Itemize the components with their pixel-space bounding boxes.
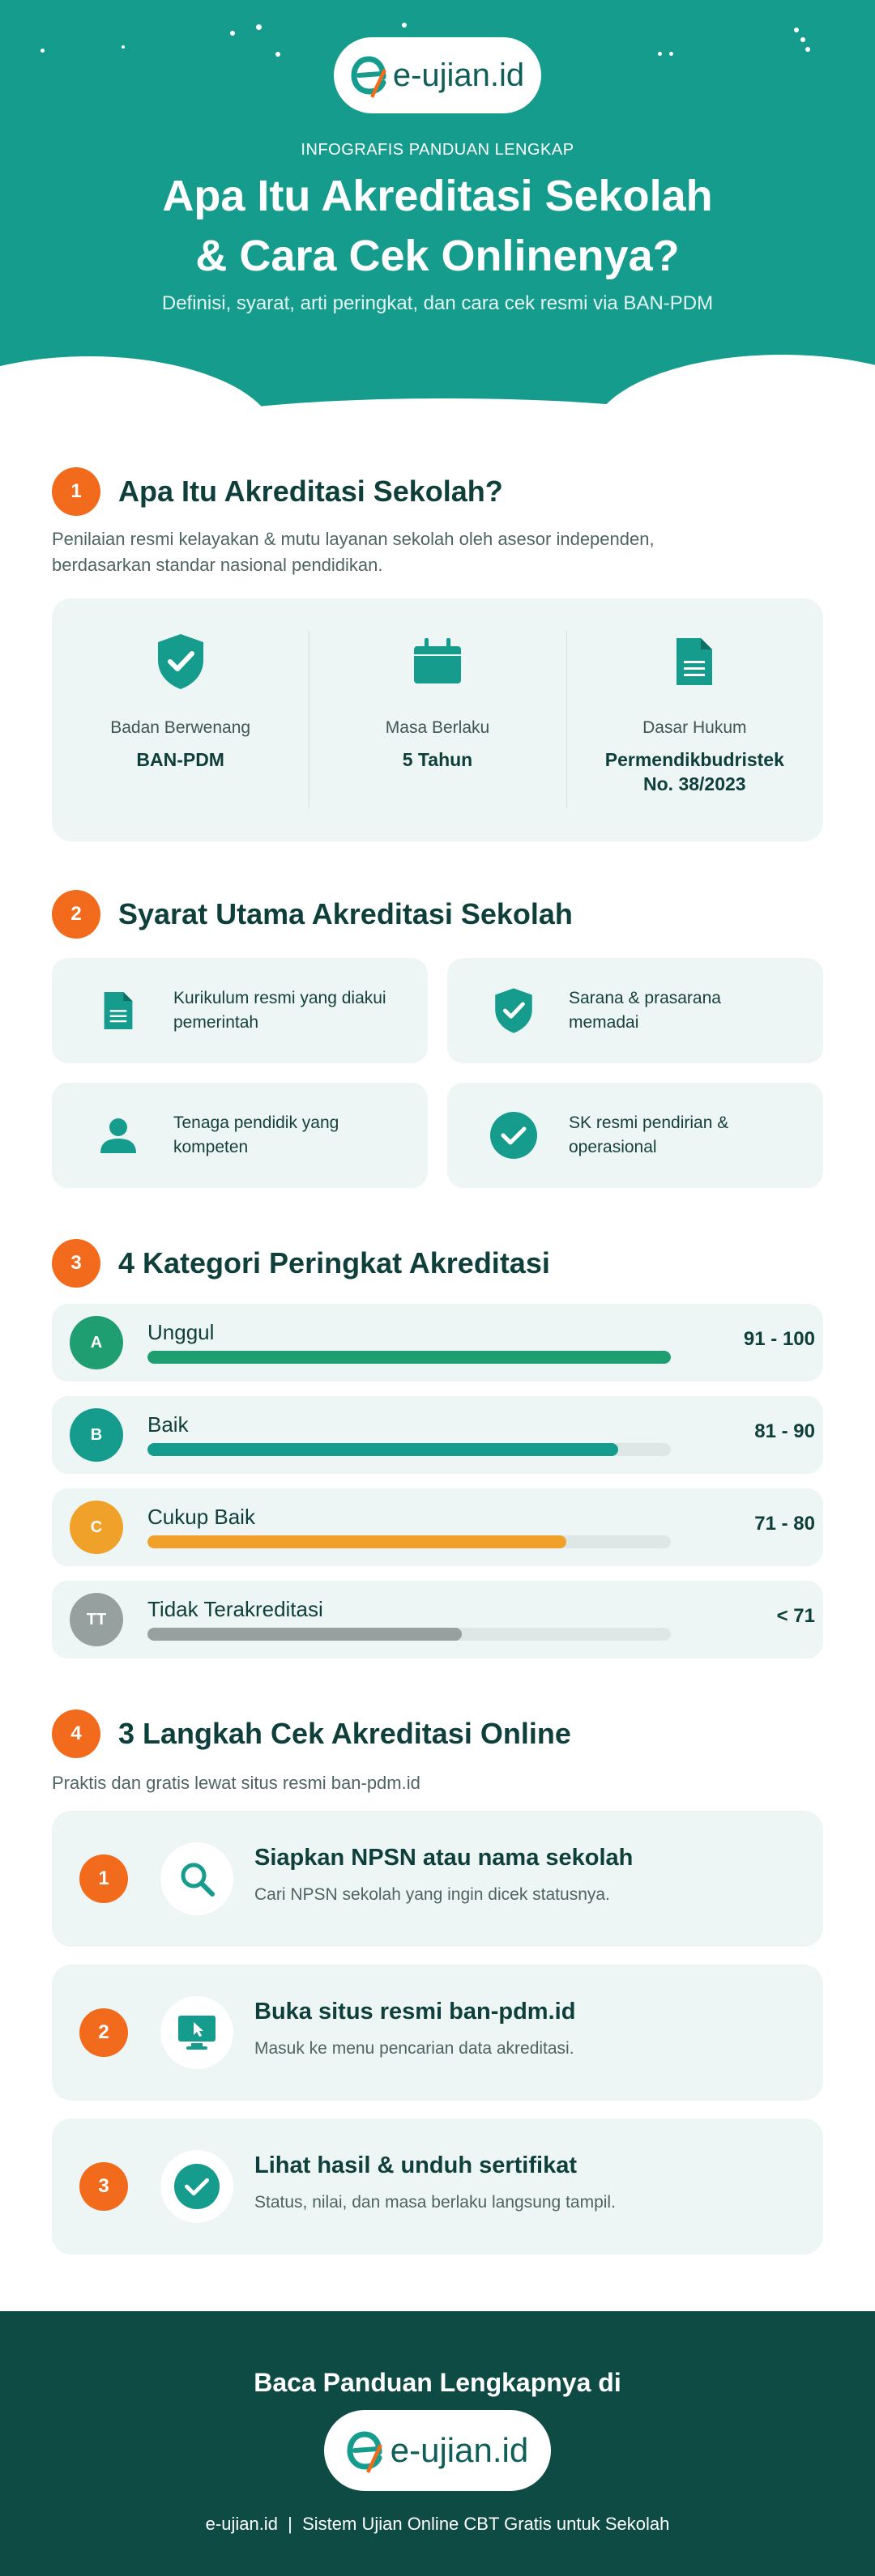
rank-code-badge: C xyxy=(70,1501,123,1554)
rank-score-range: 81 - 90 xyxy=(754,1420,815,1442)
section-number-badge: 1 xyxy=(52,467,100,516)
requirement-line: memadai xyxy=(569,1013,639,1032)
rank-progress-track xyxy=(147,1535,671,1548)
fact-label: Masa Berlaku xyxy=(385,718,490,737)
section-title: 3 Langkah Cek Akreditasi Online xyxy=(118,1717,571,1750)
fact-value xyxy=(605,747,784,796)
step-number-badge: 3 xyxy=(79,2162,128,2211)
step-card xyxy=(52,1811,823,1947)
section-4-description: Praktis dan gratis lewat situs resmi ban-pdm.id xyxy=(52,1773,420,1793)
section-number-badge: 4 xyxy=(52,1710,100,1758)
rank-score-range: 71 - 80 xyxy=(754,1513,815,1535)
step-card xyxy=(52,2118,823,2255)
rank-code-badge: B xyxy=(70,1408,123,1462)
brand-logo[interactable] xyxy=(334,37,541,113)
fact-value-line: Permendikbudristek xyxy=(604,749,784,770)
rank-progress-fill xyxy=(147,1443,618,1456)
requirement-line: pemerintah xyxy=(173,1013,259,1032)
fact-value: BAN-PDM xyxy=(136,749,224,770)
footer xyxy=(0,2311,875,2576)
hero-title-line-1: Apa Itu Akreditasi Sekolah xyxy=(162,172,713,220)
footer-brand-logo[interactable] xyxy=(324,2410,551,2491)
requirement-card xyxy=(447,1083,823,1188)
fact-label: Badan Berwenang xyxy=(110,718,251,737)
section-title: Apa Itu Akreditasi Sekolah? xyxy=(118,475,503,508)
rank-row xyxy=(52,1396,823,1474)
hero-kicker: INFOGRAFIS PANDUAN LENGKAP xyxy=(301,141,574,159)
rank-progress-fill xyxy=(147,1628,462,1641)
step-title: Buka situs resmi ban-pdm.id xyxy=(254,1999,576,2025)
rank-name: Baik xyxy=(147,1412,189,1437)
section-number-badge: 2 xyxy=(52,890,100,939)
rank-progress-track xyxy=(147,1443,671,1456)
step-card xyxy=(52,1965,823,2101)
requirement-card xyxy=(52,1083,428,1188)
rank-progress-track xyxy=(147,1628,671,1641)
hero-subtitle: Definisi, syarat, arti peringkat, dan cara cek resmi via BAN-PDM xyxy=(161,292,714,314)
logo-mark-icon xyxy=(351,53,388,98)
fact-validity xyxy=(309,598,566,841)
rank-score-range: 91 - 100 xyxy=(743,1328,815,1350)
section-4-heading xyxy=(52,1709,571,1759)
footer-title: Baca Panduan Lengkapnya di xyxy=(254,2368,621,2397)
fact-value: 5 Tahun xyxy=(402,749,473,770)
document-icon xyxy=(86,978,151,1043)
check-circle-icon xyxy=(160,2150,233,2223)
rank-row xyxy=(52,1581,823,1658)
rank-row xyxy=(52,1304,823,1382)
accreditation-facts-card xyxy=(52,598,823,841)
rank-name: Unggul xyxy=(147,1320,215,1344)
document-icon xyxy=(665,632,723,691)
requirement-line: Kurikulum resmi yang diakui xyxy=(173,989,386,1007)
person-icon xyxy=(86,1103,151,1168)
step-description: Masuk ke menu pencarian data akreditasi. xyxy=(254,2039,574,2058)
rank-progress-fill xyxy=(147,1535,566,1548)
section-title: 4 Kategori Peringkat Akreditasi xyxy=(118,1246,550,1279)
step-number-badge: 1 xyxy=(79,1854,128,1903)
hero-title-line-2: & Cara Cek Onlinenya? xyxy=(195,232,680,280)
rank-code-badge: A xyxy=(70,1316,123,1369)
hero-title xyxy=(0,166,875,286)
step-description: Status, nilai, dan masa berlaku langsung tampil. xyxy=(254,2193,616,2212)
section-3-heading xyxy=(52,1238,550,1288)
shield-check-icon xyxy=(481,978,546,1043)
shield-check-icon xyxy=(152,632,210,691)
hero-header xyxy=(0,0,875,421)
check-circle-icon xyxy=(481,1103,546,1168)
section-1-heading xyxy=(52,466,503,517)
requirement-text xyxy=(569,1111,804,1160)
requirement-card xyxy=(52,958,428,1063)
rank-progress-fill xyxy=(147,1351,671,1364)
requirement-line: operasional xyxy=(569,1138,657,1156)
search-icon xyxy=(160,1842,233,1915)
step-description: Cari NPSN sekolah yang ingin dicek statusnya. xyxy=(254,1885,610,1904)
rank-score-range: < 71 xyxy=(776,1605,815,1627)
calendar-icon xyxy=(408,632,467,691)
requirement-text xyxy=(173,986,408,1035)
rank-name: Cukup Baik xyxy=(147,1505,255,1529)
fact-value-line: No. 38/2023 xyxy=(643,773,746,794)
fact-legal-basis xyxy=(566,598,823,841)
requirement-text xyxy=(173,1111,408,1160)
description-line: Penilaian resmi kelayakan & mutu layanan sekolah oleh asesor independen, xyxy=(52,529,655,549)
requirement-card xyxy=(447,958,823,1063)
requirement-line: Tenaga pendidik yang xyxy=(173,1113,339,1132)
rank-name: Tidak Terakreditasi xyxy=(147,1597,323,1621)
requirement-line: Sarana & prasarana xyxy=(569,989,721,1007)
rank-row xyxy=(52,1488,823,1566)
requirement-line: SK resmi pendirian & xyxy=(569,1113,729,1132)
step-title: Lihat hasil & unduh sertifikat xyxy=(254,2152,577,2178)
brand-name: e-ujian.id xyxy=(392,57,525,93)
step-number-badge: 2 xyxy=(79,2008,128,2057)
rank-code-badge: TT xyxy=(70,1593,123,1646)
section-1-description xyxy=(52,526,655,578)
fact-authority xyxy=(52,598,309,841)
footer-tagline: e-ujian.id | Sistem Ujian Online CBT Gratis untuk Sekolah xyxy=(205,2514,670,2534)
logo-mark-icon xyxy=(347,2428,384,2473)
requirement-text xyxy=(569,986,804,1035)
section-2-heading xyxy=(52,889,573,939)
description-line: berdasarkan standar nasional pendidikan. xyxy=(52,555,383,575)
fact-label: Dasar Hukum xyxy=(642,718,747,737)
step-title: Siapkan NPSN atau nama sekolah xyxy=(254,1845,634,1871)
section-number-badge: 3 xyxy=(52,1239,100,1288)
brand-name: e-ujian.id xyxy=(390,2431,529,2469)
section-title: Syarat Utama Akreditasi Sekolah xyxy=(118,897,573,930)
requirement-line: kompeten xyxy=(173,1138,249,1156)
rank-progress-track xyxy=(147,1351,671,1364)
monitor-icon xyxy=(160,1996,233,2069)
